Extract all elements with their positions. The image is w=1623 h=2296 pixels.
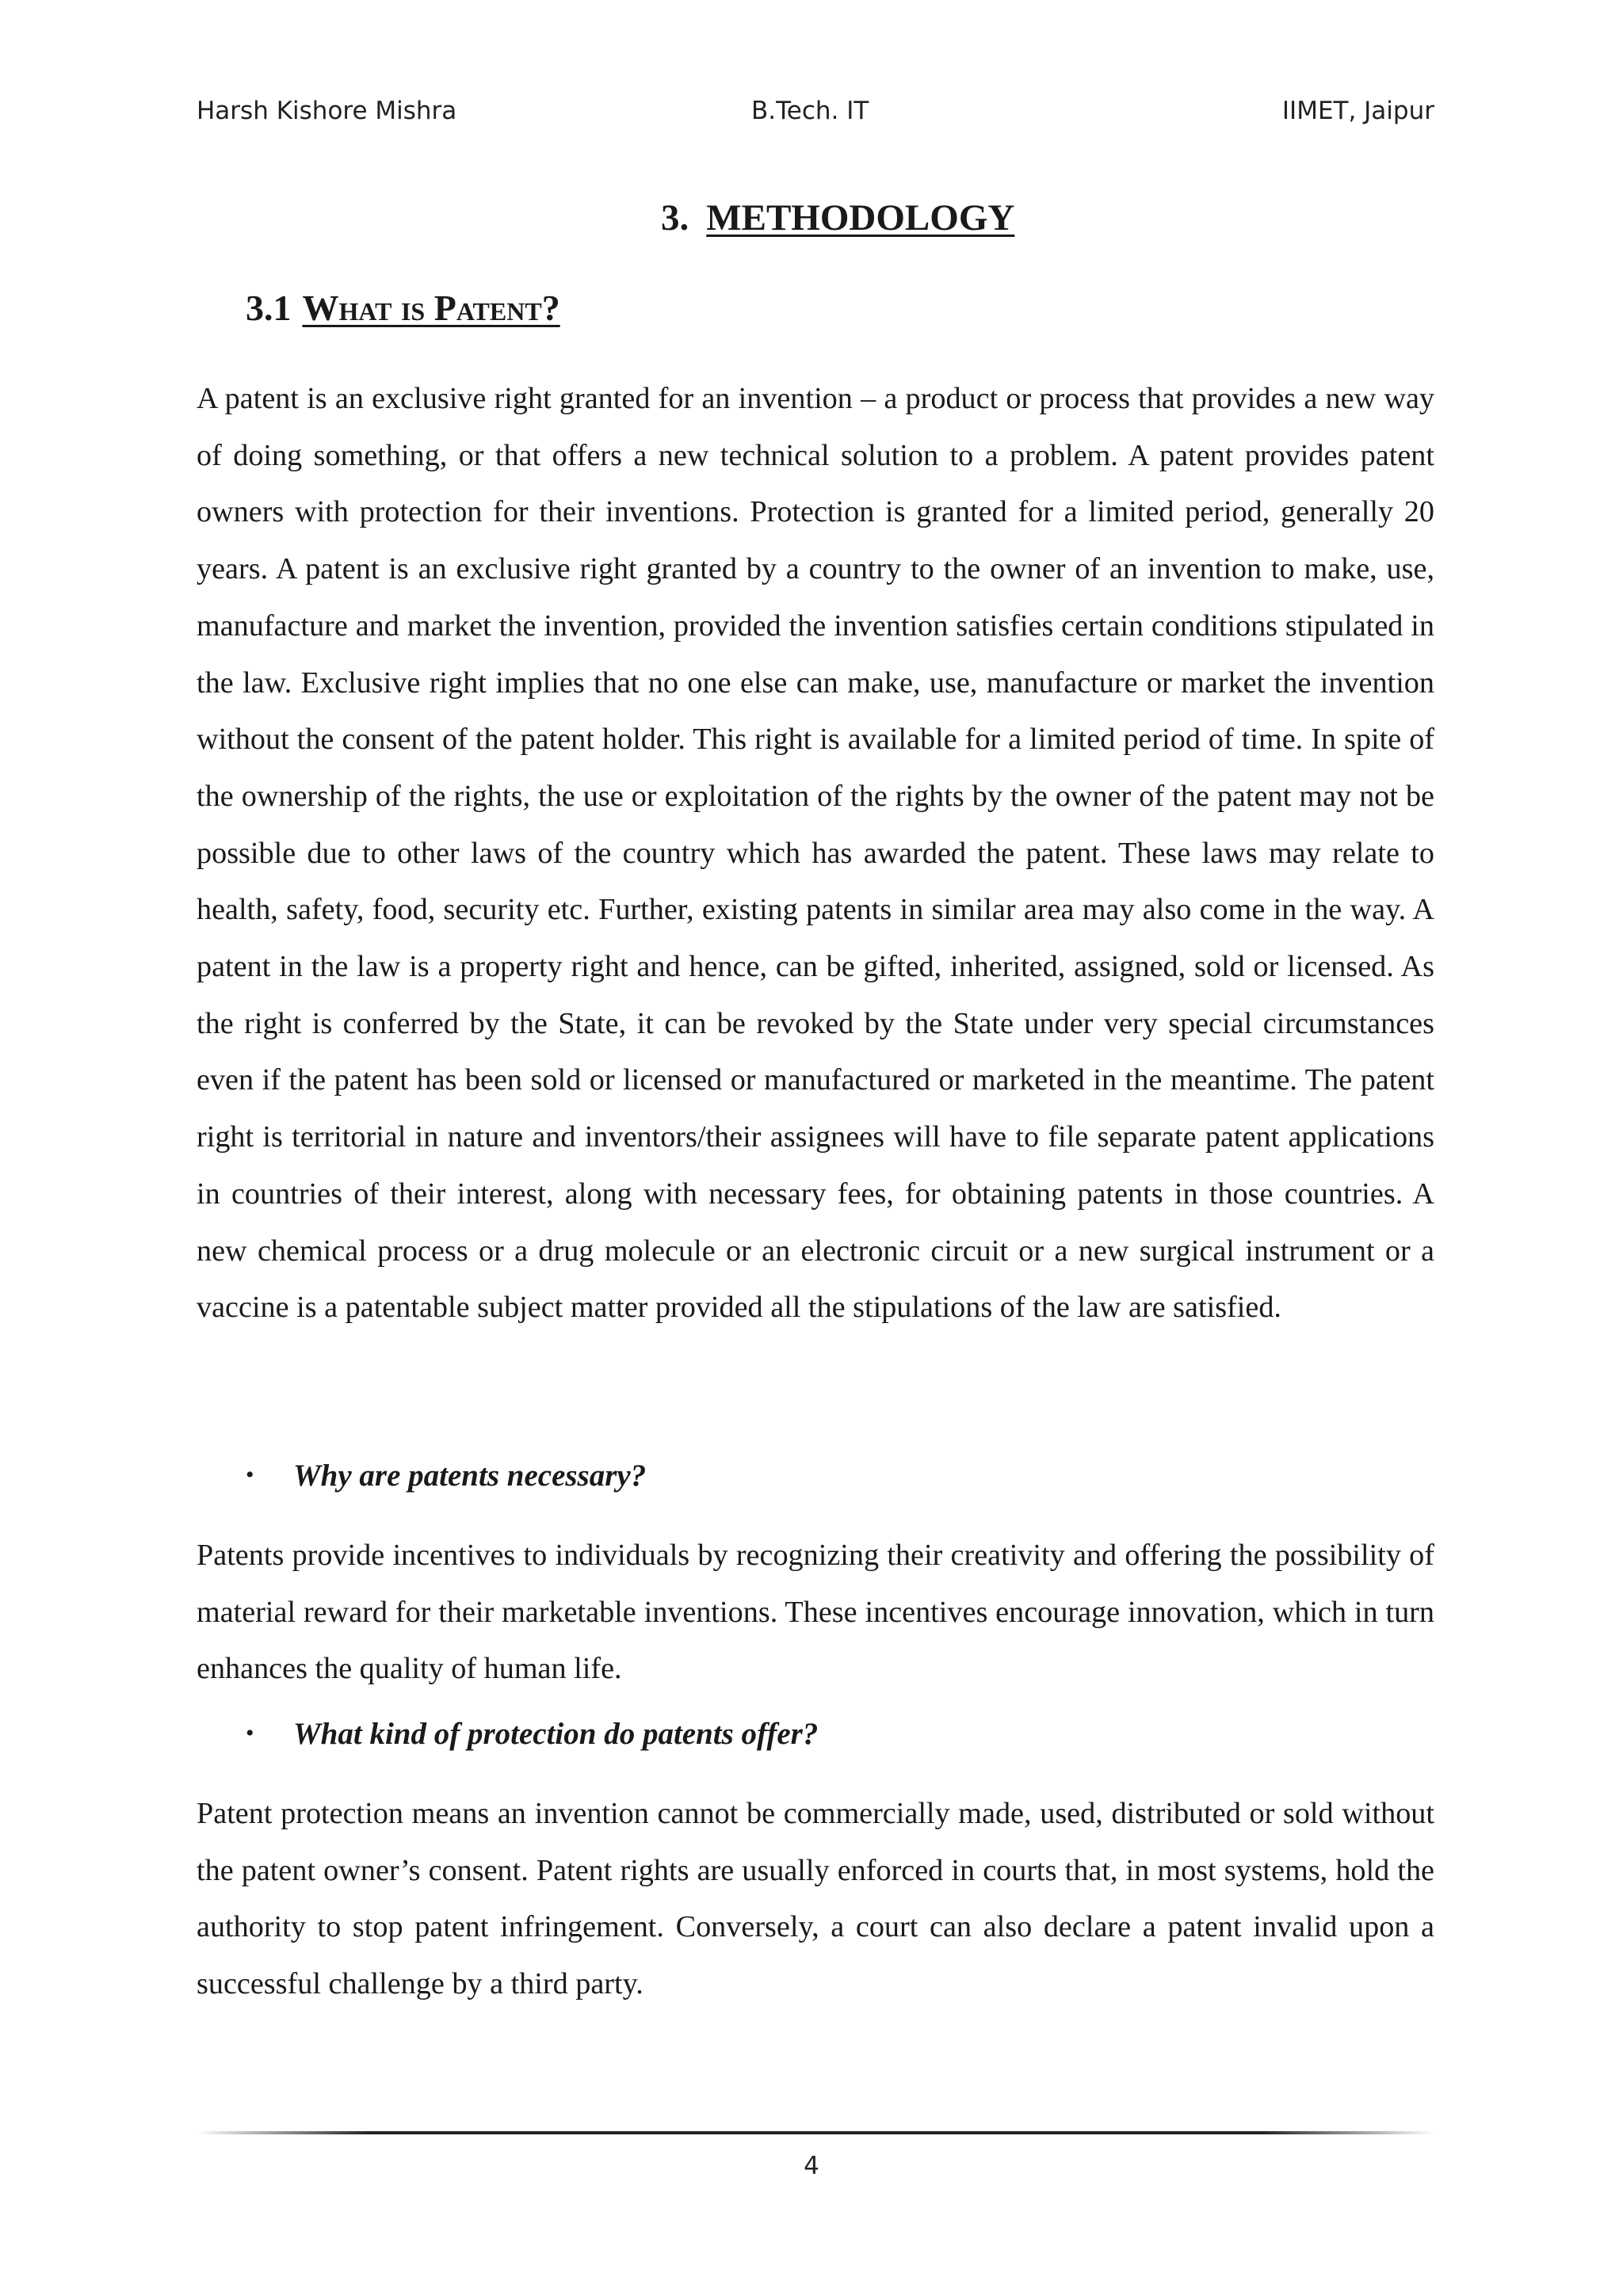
bullet-question: What kind of protection do patents offer?	[293, 1717, 819, 1751]
bullet-question: Why are patents necessary?	[293, 1459, 647, 1493]
header-institute: IIMET, Jaipur	[1281, 97, 1434, 125]
section-heading	[246, 287, 560, 329]
paragraph-patent-necessity: Patents provide incentives to individuals by recognizing their creativity and offering the possibility of material reward for their marketable inventions. These incentives encourage innovation, which in turn enhances the quality of human life.	[197, 1539, 1434, 1686]
paragraph-patent-protection: Patent protection means an invention cannot be commercially made, used, distributed or sold without the patent owner’s consent. Patent rights are usually enforced in courts that, in most systems, hold the authority to stop patent infringement. Conversely, a court can also declare a patent invalid upon a successful challenge by a third party.	[197, 1797, 1434, 2001]
chapter-heading	[661, 196, 1014, 239]
bullet-symbol: •	[246, 1720, 254, 1746]
paragraph-patent-definition: A patent is an exclusive right granted for an invention – a product or process that provides a new way of doing something, or that offers a new technical solution to a problem. A patent provides patent owners with protection for their inventions. Protection is granted for a limited period, generally 20 years. A patent is an exclusive right granted by a country to the owner of an invention to make, use, manufacture and market the invention, provided the invention satisfies certain conditions stipulated in the law. Exclusive right implies that no one else can make, use, manufacture or market the invention without the consent of the patent holder. This right is available for a limited period of time. In spite of the ownership of the rights, the use or exploitation of the rights by the owner of the patent may not be possible due to other laws of the country which has awarded the patent. These laws may relate to health, safety, food, security etc. Further, existing patents in similar area may also come in the way. A patent in the law is a property right and hence, can be gifted, inherited, assigned, sold or licensed. As the right is conferred by the State, it can be revoked by the State under very special circumstances even if the patent has been sold or licensed or manufactured or marketed in the meantime. The patent right is territorial in nature and inventors/their assignees will have to file separate patent applications in countries of their interest, along with necessary fees, for obtaining patents in those countries. A new chemical process or a drug molecule or an electronic circuit or a new surgical instrument or a vaccine is a patentable subject matter provided all the stipulations of the law are satisfied.	[197, 382, 1434, 1325]
chapter-title: METHODOLOGY	[706, 197, 1015, 238]
chapter-number: 3.	[661, 197, 689, 238]
bullet-item	[246, 1458, 646, 1493]
header-course: B.Tech. IT	[751, 97, 869, 125]
page-number: 4	[804, 2152, 819, 2180]
section-number: 3.1	[246, 288, 292, 328]
bullet-item	[246, 1716, 818, 1752]
bullet-symbol: •	[246, 1462, 254, 1488]
header-author: Harsh Kishore Mishra	[197, 97, 457, 125]
running-header	[197, 97, 1434, 136]
footer-divider	[197, 2131, 1434, 2134]
section-title: What is Patent?	[302, 288, 560, 328]
